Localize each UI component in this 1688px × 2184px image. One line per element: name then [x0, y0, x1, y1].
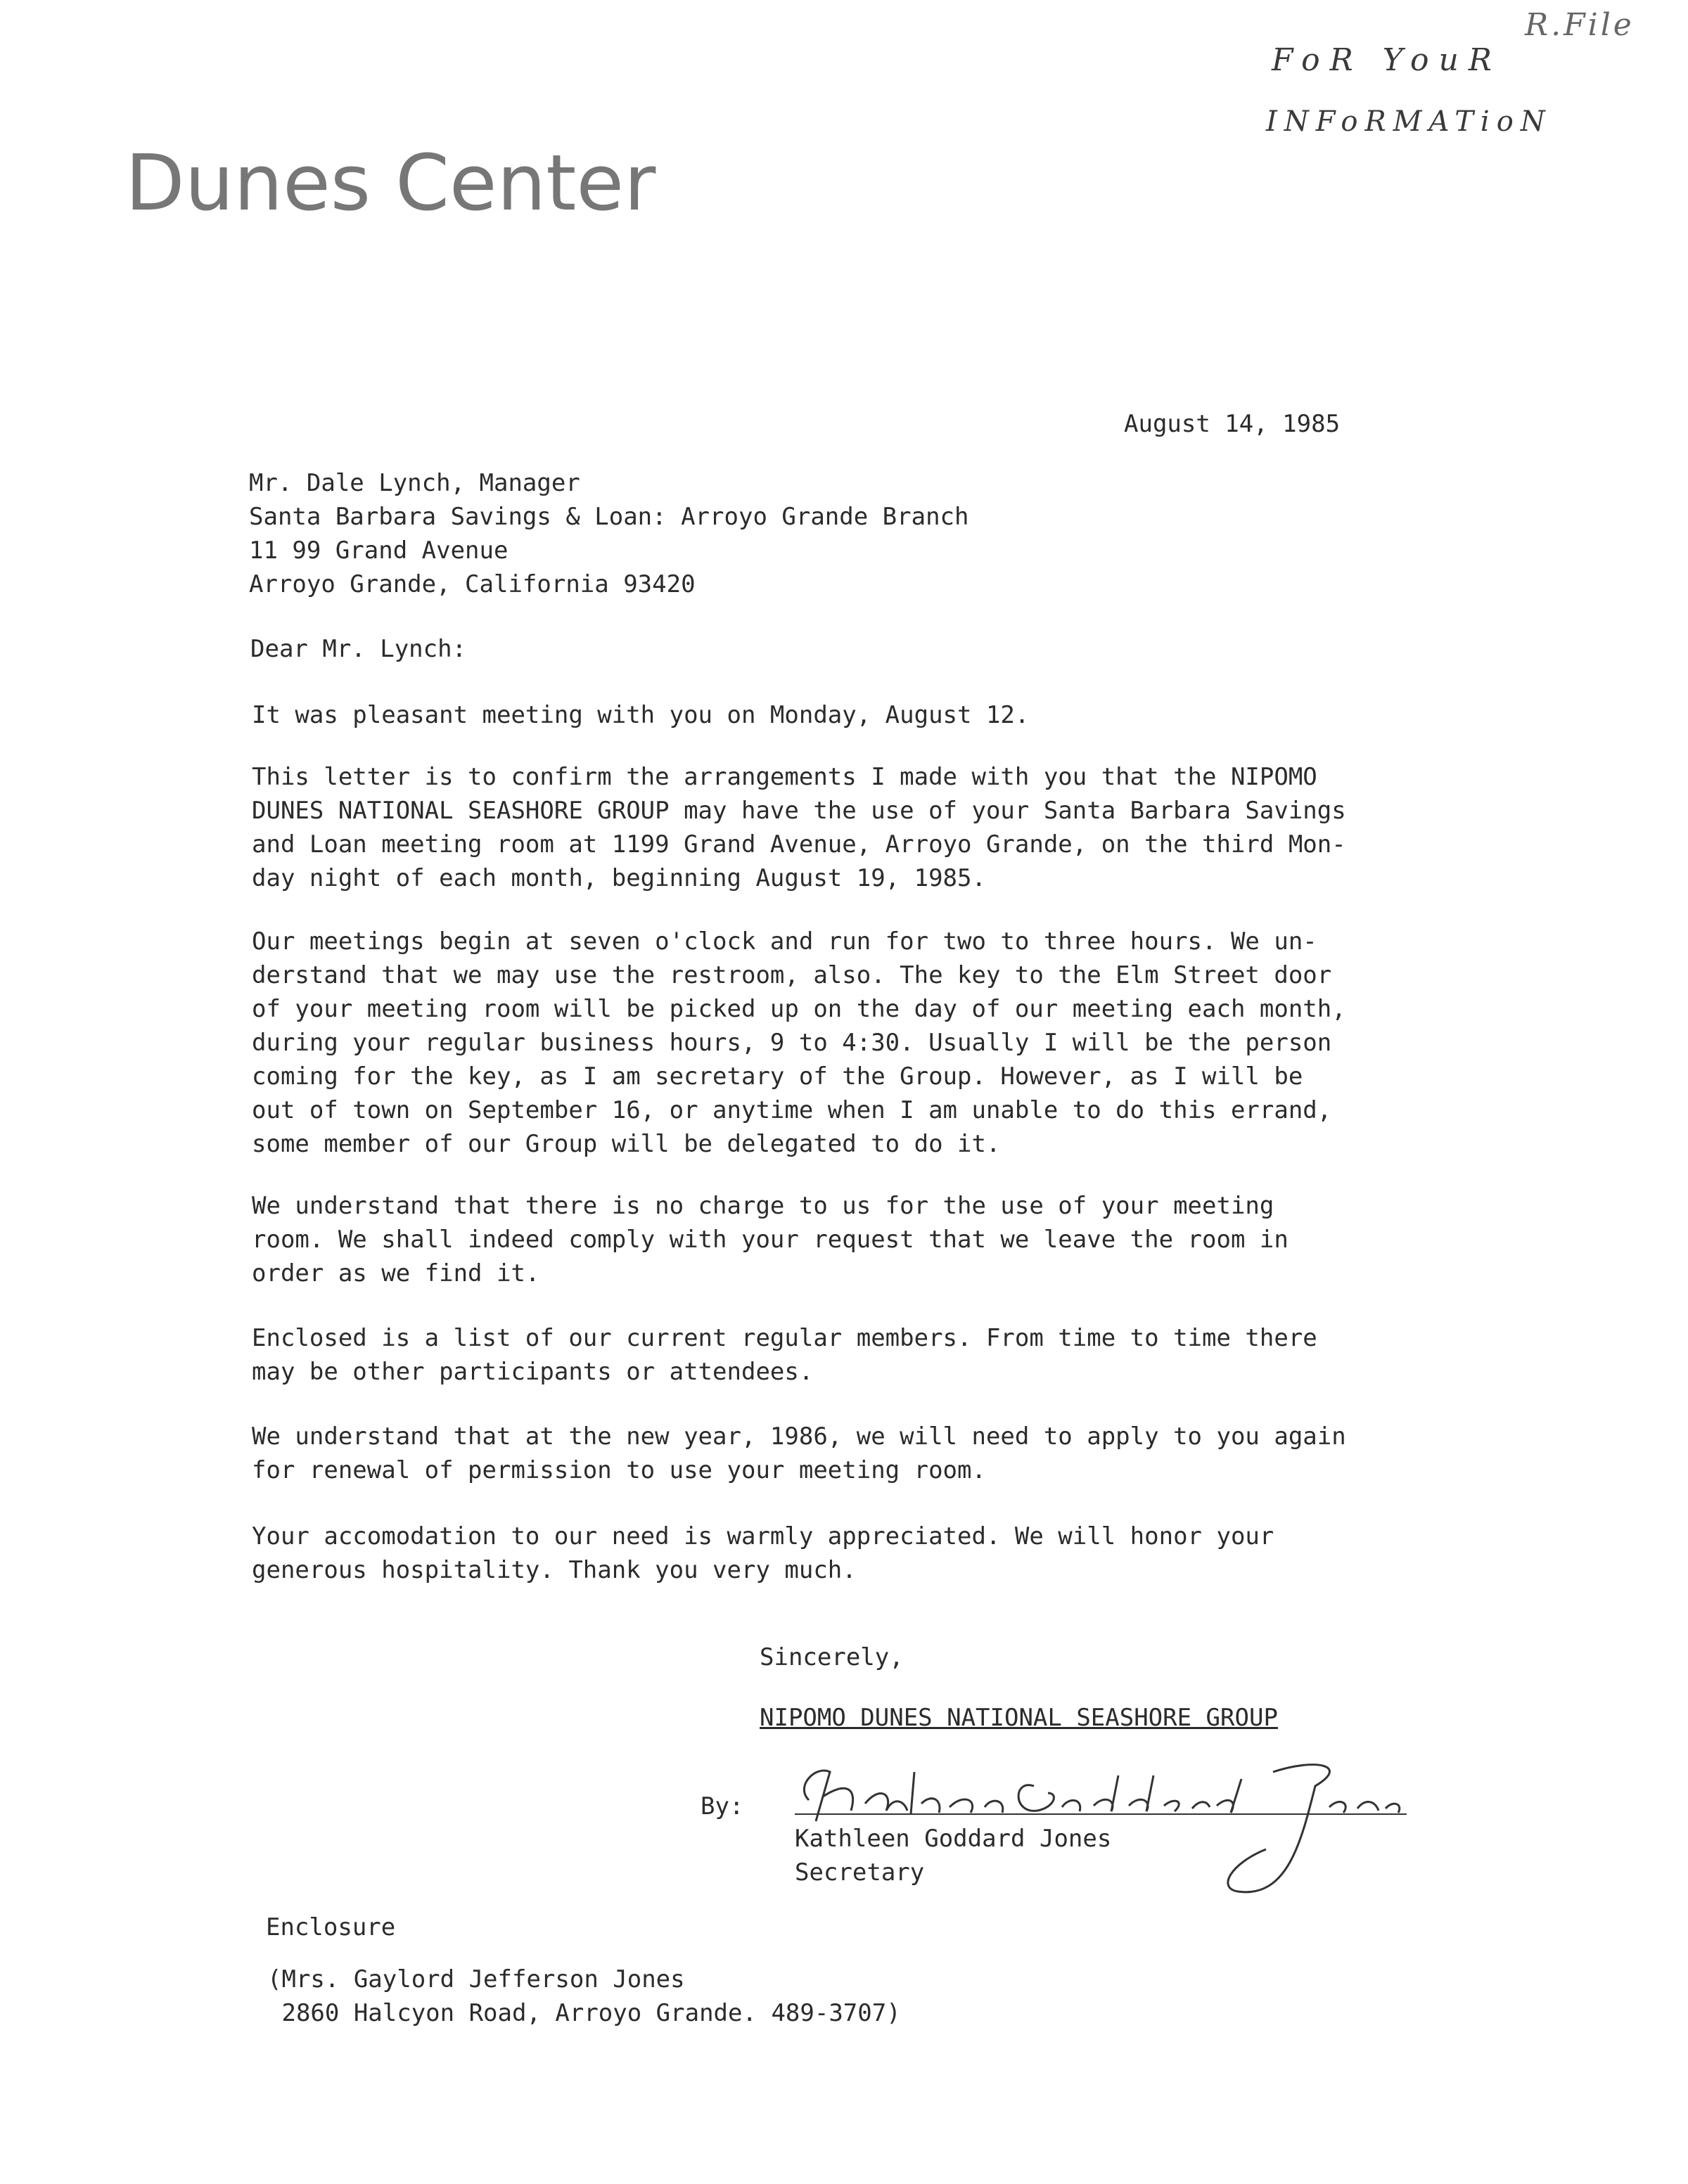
handwritten-note-line2: INFoRMATioN: [1266, 105, 1552, 138]
paragraph-line: We understand that at the new year, 1986, we will need to apply to you again: [252, 1422, 1346, 1451]
handwritten-note-line1: FoR YouR: [1272, 42, 1502, 78]
paragraph-7: [252, 1520, 1274, 1588]
paragraph-line: coming for the key, as I am secretary of the Group. However, as I will be: [252, 1062, 1303, 1091]
enclosure-label: Enclosure: [266, 1913, 396, 1941]
paragraph-line: Enclosed is a list of our current regular members. From time to time there: [252, 1324, 1317, 1352]
postscript-line: (Mrs. Gaylord Jefferson Jones: [267, 1965, 685, 1993]
paragraph-4: [252, 1190, 1289, 1291]
postscript-address: [267, 1963, 901, 2031]
salutation: Dear Mr. Lynch:: [250, 635, 467, 663]
paragraph-line: order as we find it.: [252, 1259, 540, 1287]
paragraph-line: room. We shall indeed comply with your request that we leave the room in: [252, 1226, 1289, 1254]
paragraph-line: and Loan meeting room at 1199 Grand Avenue, Arroyo Grande, on the third Mon-: [252, 830, 1346, 859]
paragraph-line: some member of our Group will be delegated to do it.: [252, 1130, 1001, 1158]
recipient-line: Santa Barbara Savings & Loan: Arroyo Grande Branch: [249, 503, 969, 531]
letter-date: August 14, 1985: [1124, 410, 1341, 438]
paragraph-line: may be other participants or attendees.: [252, 1358, 814, 1386]
paragraph-line: out of town on September 16, or anytime when I am unable to do this errand,: [252, 1096, 1332, 1124]
organization-name: NIPOMO DUNES NATIONAL SEASHORE GROUP: [760, 1704, 1278, 1732]
paragraph-line: We understand that there is no charge to us for the use of your meeting: [252, 1192, 1274, 1220]
paragraph-line: It was pleasant meeting with you on Monday, August 12.: [252, 701, 1030, 729]
paragraph-1: [252, 699, 1029, 733]
paragraph-line: Your accomodation to our need is warmly appreciated. We will honor your: [252, 1522, 1274, 1550]
recipient-line: Arroyo Grande, California 93420: [249, 570, 696, 598]
recipient-line: Mr. Dale Lynch, Manager: [249, 469, 580, 497]
paragraph-line: derstand that we may use the restroom, also. The key to the Elm Street door: [252, 961, 1332, 989]
paragraph-6: [252, 1420, 1346, 1488]
handwritten-file-note: R.File: [1525, 7, 1635, 43]
signer-title: Secretary: [795, 1858, 925, 1887]
recipient-address: [249, 467, 969, 602]
signer-block: [795, 1823, 1111, 1890]
signer-name: Kathleen Goddard Jones: [795, 1825, 1112, 1853]
paragraph-line: for renewal of permission to use your meeting room.: [252, 1456, 986, 1484]
closing: Sincerely,: [760, 1643, 904, 1671]
paragraph-2: [252, 761, 1346, 896]
paragraph-line: This letter is to confirm the arrangements I made with you that the NIPOMO: [252, 763, 1317, 791]
by-label: By:: [701, 1792, 744, 1820]
postscript-line: 2860 Halcyon Road, Arroyo Grande. 489-3707): [267, 1999, 901, 2027]
paragraph-line: generous hospitality. Thank you very much.: [252, 1556, 857, 1584]
paragraph-5: [252, 1322, 1317, 1389]
paragraph-line: of your meeting room will be picked up on the day of our meeting each month,: [252, 995, 1346, 1023]
paragraph-line: day night of each month, beginning August 19, 1985.: [252, 864, 986, 892]
paragraph-line: Our meetings begin at seven o'clock and run for two to three hours. We un-: [252, 927, 1317, 956]
recipient-line: 11 99 Grand Avenue: [249, 537, 509, 565]
paragraph-line: DUNES NATIONAL SEASHORE GROUP may have the use of your Santa Barbara Savings: [252, 797, 1346, 825]
paragraph-3: [252, 925, 1346, 1162]
brand-title: Dunes Center: [125, 138, 656, 228]
paragraph-line: during your regular business hours, 9 to 4:30. Usually I will be the person: [252, 1029, 1332, 1057]
